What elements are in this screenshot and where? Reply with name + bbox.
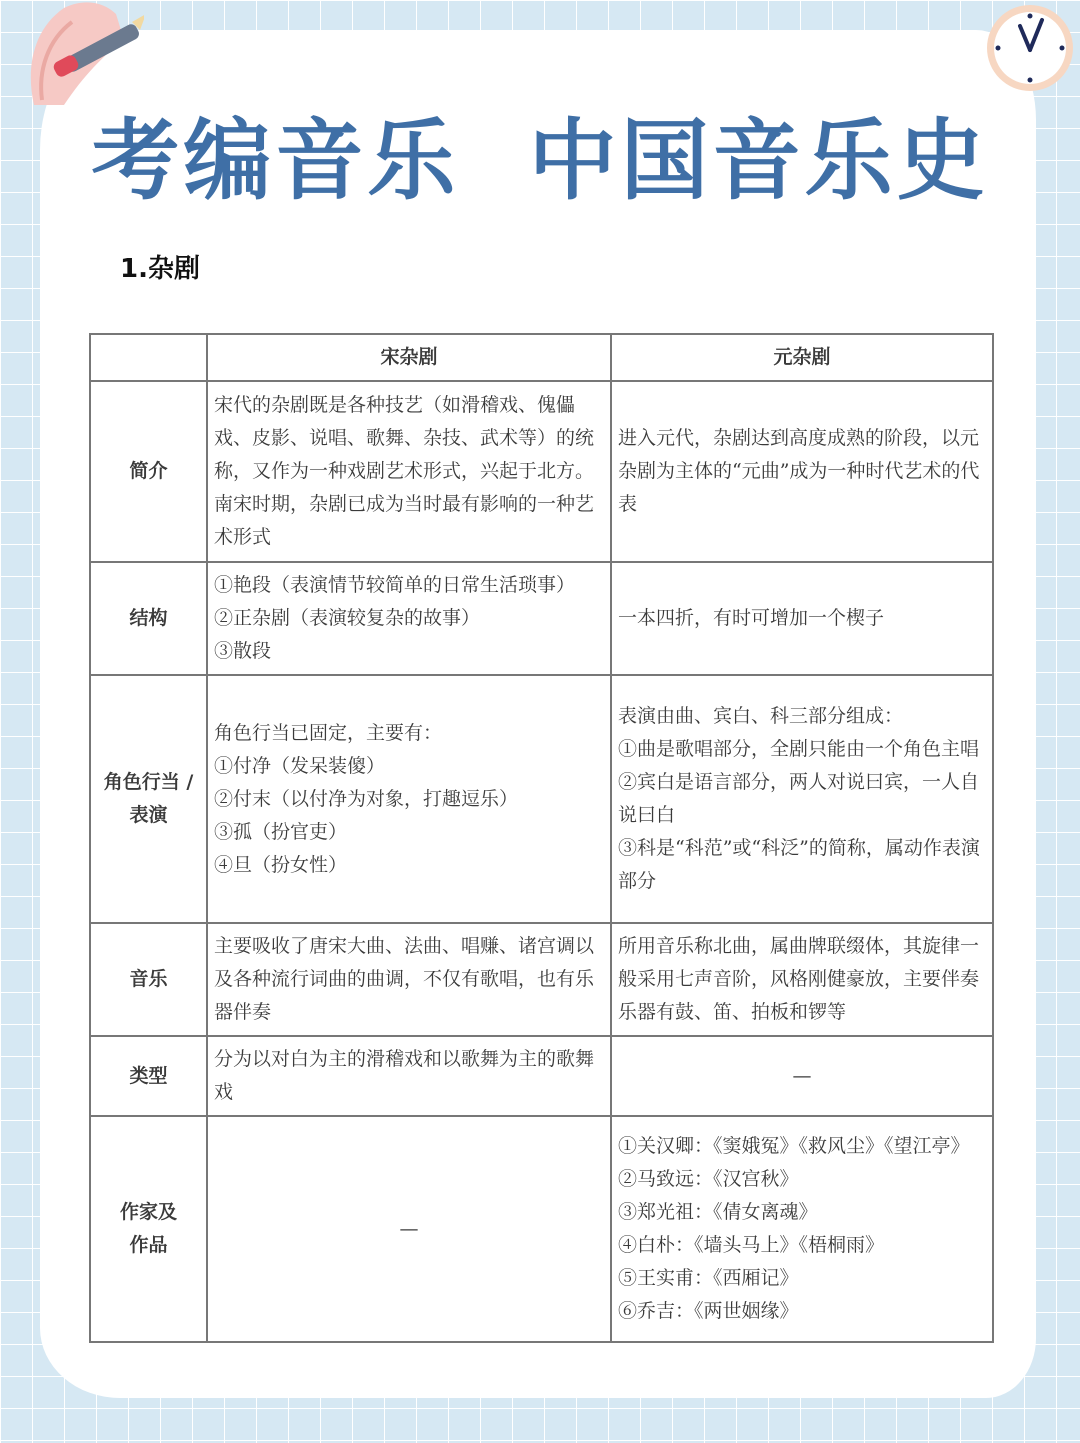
authors-song-cell: — (207, 1116, 611, 1342)
clock-icon (984, 2, 1076, 94)
roles-song-line: ②付末（以付净为对象，打趣逗乐） (214, 787, 519, 810)
intro-yuan-cell: 进入元代，杂剧达到高度成熟的阶段，以元杂剧为主体的“元曲”成为一种时代艺术的代表 (611, 381, 993, 562)
intro-song-cell: 宋代的杂剧既是各种技艺（如滑稽戏、傀儡戏、皮影、说唱、歌舞、杂技、武术等）的统称，又作为一种戏剧艺术形式，兴起于北方。南宋时期，杂剧已成为当时最有影响的一种艺术形式 (207, 381, 611, 562)
music-yuan-cell: 所用音乐称北曲，属曲牌联缀体，其旋律一般采用七声音阶，风格刚健豪放，主要伴奏乐器有鼓、笛、拍板和锣等 (611, 923, 993, 1036)
authors-yuan-line: ⑥乔吉：《两世姻缘》 (618, 1300, 799, 1322)
roles-song-line: ①付净（发呆装傻） (214, 754, 386, 777)
zaju-comparison-table (89, 333, 994, 1343)
roles-yuan-line: ①曲是歌唱部分，全剧只能由一个角色主唱 (618, 738, 980, 760)
row-label-music: 音乐 (90, 923, 207, 1036)
structure-song-line: ③散段 (214, 640, 272, 662)
table-header-row (90, 334, 993, 381)
section-heading: 1.杂剧 (120, 254, 200, 284)
music-song-cell: 主要吸收了唐宋大曲、法曲、唱赚、诸宫调以及各种流行词曲的曲调，不仅有歌唱，也有乐器伴奏 (207, 923, 611, 1036)
hand-holding-pencil-icon (24, 0, 144, 110)
authors-yuan-line: ④白朴：《墙头马上》《梧桐雨》 (618, 1234, 885, 1256)
table-row (90, 923, 993, 1036)
roles-yuan-cell (611, 675, 993, 923)
structure-song-line: ②正杂剧（表演较复杂的故事） (214, 607, 481, 629)
structure-yuan-cell: 一本四折，有时可增加一个楔子 (611, 562, 993, 675)
table-row (90, 1116, 993, 1342)
authors-yuan-line: ①关汉卿：《窦娥冤》《救风尘》《望江亭》 (618, 1135, 970, 1157)
roles-song-cell (207, 675, 611, 923)
authors-yuan-line: ⑤王实甫：《西厢记》 (618, 1267, 799, 1289)
roles-song-line: 角色行当已固定，主要有： (214, 721, 443, 744)
authors-yuan-line: ③郑光祖：《倩女离魂》 (618, 1201, 818, 1223)
row-label-roles (90, 675, 207, 923)
structure-song-line: ①艳段（表演情节较简单的日常生活琐事） (214, 574, 576, 596)
row-label-authors-line: 作品 (129, 1234, 168, 1256)
type-yuan-cell: — (611, 1036, 993, 1116)
authors-yuan-cell (611, 1116, 993, 1342)
table-row (90, 1036, 993, 1116)
type-song-cell: 分为以对白为主的滑稽戏和以歌舞为主的歌舞戏 (207, 1036, 611, 1116)
row-label-roles-line: 表演 (129, 804, 168, 826)
roles-song-line: ③孤（扮官吏） (214, 820, 348, 843)
page-title: 考编音乐 中国音乐史 (91, 109, 989, 212)
roles-yuan-line: 表演由曲、宾白、科三部分组成： (618, 705, 904, 727)
table-row (90, 381, 993, 562)
structure-song-cell (207, 562, 611, 675)
header-yuan-zaju: 元杂剧 (611, 334, 993, 381)
roles-yuan-line: ③科是“科范”或“科泛”的简称，属动作表演部分 (618, 837, 980, 892)
table-row (90, 675, 993, 923)
authors-yuan-line: ②马致远：《汉宫秋》 (618, 1168, 799, 1190)
row-label-authors (90, 1116, 207, 1342)
table-row (90, 562, 993, 675)
header-song-zaju: 宋杂剧 (207, 334, 611, 381)
row-label-roles-line: 角色行当 / (103, 771, 194, 793)
row-label-type: 类型 (90, 1036, 207, 1116)
row-label-authors-line: 作家及 (119, 1201, 177, 1223)
header-empty-cell (90, 334, 207, 381)
row-label-structure: 结构 (90, 562, 207, 675)
roles-yuan-line: ②宾白是语言部分，两人对说曰宾，一人自说曰白 (618, 771, 980, 826)
row-label-intro: 简介 (90, 381, 207, 562)
roles-song-line: ④旦（扮女性） (214, 853, 348, 876)
